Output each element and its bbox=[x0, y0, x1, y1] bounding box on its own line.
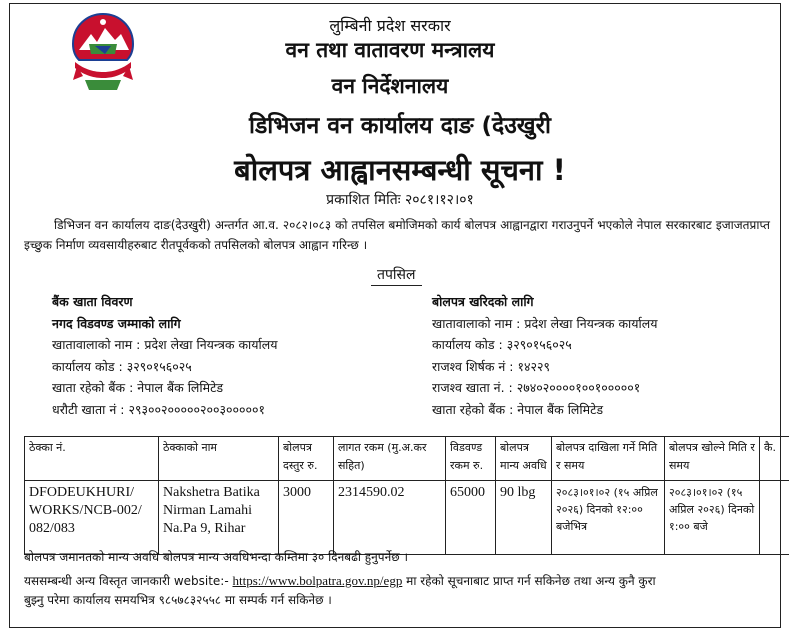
directorate-name: वन निर्देशनालय bbox=[331, 74, 449, 98]
footer-prefix: यससम्बन्धी अन्य विस्तृत जानकारी website:- bbox=[24, 574, 233, 588]
col-header: बोलपत्र दस्तुर रु. bbox=[279, 437, 334, 481]
col-header: बोलपत्र दाखिला गर्ने मिति र समय bbox=[552, 437, 665, 481]
opening-date-cell: २०८३।०१।०२ (१५ अप्रिल २०२६) दिनको १:०० बजे bbox=[665, 481, 760, 555]
bid-fee-cell: 3000 bbox=[279, 481, 334, 555]
ministry-name: वन तथा वातावरण मन्त्रालय bbox=[285, 38, 495, 62]
table-header-row bbox=[25, 437, 789, 481]
bank-details-deposit bbox=[52, 291, 278, 420]
bank-left-line: खाता रहेको बैंक : नेपाल बैंक लिमिटेड bbox=[52, 380, 224, 395]
bank-left-heading: बैंक खाता विवरण bbox=[52, 294, 133, 309]
bank-left-line: कार्यालय कोड : ३२९०१५६०२५ bbox=[52, 358, 192, 374]
bank-left-subheading: नगद विडवण्ड जम्माको लागि bbox=[52, 315, 181, 331]
notice-title: बोलपत्र आह्वानसम्बन्धी सूचना ! bbox=[234, 153, 566, 187]
bank-left-line: धरौटी खाता नं : २९३००२०००००२००३०००००१ bbox=[52, 401, 265, 417]
footer-suffix: मा रहेको सूचनाबाट प्राप्त गर्न सकिनेछ तथा अन्य कुनै कुरा bbox=[402, 574, 656, 588]
bank-right-heading: बोलपत्र खरिदको लागि bbox=[432, 294, 534, 309]
bank-right-line: राजश्व शिर्षक नं : १४२२९ bbox=[432, 358, 550, 374]
col-header: बोलपत्र मान्य अवधि bbox=[496, 437, 552, 481]
col-header: विडवण्ड रकम रु. bbox=[446, 437, 496, 481]
col-header: ठेक्काको नाम bbox=[159, 437, 279, 481]
government-name: लुम्बिनी प्रदेश सरकार bbox=[329, 16, 451, 35]
col-header: बोलपत्र खोल्ने मिति र समय bbox=[665, 437, 760, 481]
intro-paragraph: डिभिजन वन कार्यालय दाङ(देउखुरी) अन्तर्गत आ.व. २०८२।०८३ को तपसिल बमोजिमको कार्य बोलपत्र आह्वानद्वारा गराउनुपर्ने भएकोले नेपाल सरकारबाट इजाजतप्राप्त इच्छुक निर्माण व्यवसायीहरुबाट रीतपूर्वकको तपसिलको बोलपत्र आह्वान गरिन्छ । bbox=[24, 218, 770, 252]
bolpatra-link[interactable]: https://www.bolpatra.gov.np/egp bbox=[232, 573, 403, 588]
col-header: लागत रकम (मु.अ.कर सहित) bbox=[334, 437, 446, 481]
footer-note-3: बुझ्नु परेमा कार्यालय समयभित्र ९८५७८३२५५८ मा सम्पर्क गर्न सकिनेछ । bbox=[24, 593, 332, 607]
bank-right-line: खातावालाको नाम : प्रदेश लेखा नियन्त्रक कार्यालय bbox=[432, 315, 658, 331]
footer-note-2 bbox=[24, 571, 774, 591]
bank-right-line: खाता रहेको बैंक : नेपाल बैंक लिमिटेड bbox=[432, 401, 604, 417]
bank-details-purchase bbox=[432, 291, 658, 420]
cost-estimate-cell: 2314590.02 bbox=[334, 481, 446, 555]
bank-left-line: खातावालाको नाम : प्रदेश लेखा नियन्त्रक कार्यालय bbox=[52, 337, 278, 352]
bank-right-line: कार्यालय कोड : ३२९०१५६०२५ bbox=[432, 337, 572, 352]
remarks-cell bbox=[760, 481, 789, 555]
contract-number-cell: DFODEUKHURI/ WORKS/NCB-002/ 082/083 bbox=[25, 481, 159, 555]
footer-note-1: बोलपत्र जमानतको मान्य अवधि बोलपत्र मान्य अवधिभन्दा कम्तिमा ३० दिनबढी हुनुपर्नेछ । bbox=[24, 550, 409, 564]
contract-name-cell: Nakshetra Batika Nirman Lamahi Na.Pa 9, Rihar bbox=[159, 481, 279, 555]
bank-right-line: राजश्व खाता नं. : २७४०२००००१००१०००००१ bbox=[432, 380, 641, 395]
col-header: ठेक्का नं. bbox=[25, 437, 159, 481]
nepal-emblem-icon bbox=[65, 10, 141, 94]
bid-bond-cell: 65000 bbox=[446, 481, 496, 555]
validity-cell: 90 lbg bbox=[496, 481, 552, 555]
table-row bbox=[25, 481, 789, 555]
division-office-name: डिभिजन वन कार्यालय दाङ (देउखुरी bbox=[249, 113, 551, 139]
submission-date-cell: २०८३।०१।०२ (१५ अप्रिल २०२६) दिनको १२:०० बजेभित्र bbox=[552, 481, 665, 555]
tapsil-heading: तपसिल bbox=[371, 264, 422, 286]
published-date: प्रकाशित मितिः २०८१।१२।०१ bbox=[326, 192, 474, 208]
tender-table bbox=[24, 436, 789, 555]
col-header: कै. bbox=[760, 437, 789, 481]
